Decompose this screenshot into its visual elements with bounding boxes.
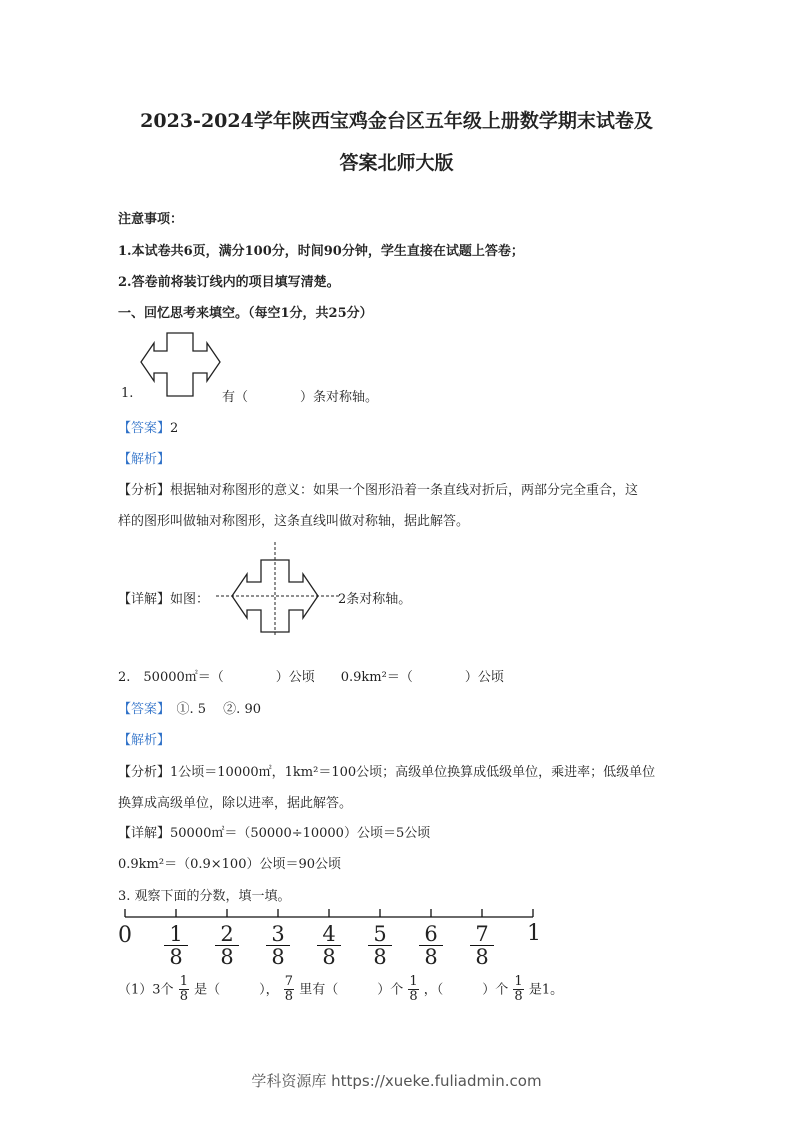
- q3-sub1-part-e: 是1。: [528, 982, 564, 998]
- q2-question-text: 2. 50000㎡＝（ ）公顷 0.9km²＝（ ）公顷: [118, 670, 504, 685]
- q3-sub1-part-d: ，（ ）个: [423, 982, 509, 998]
- notice-item-2: 2.答卷前将装订线内的项目填写清楚。: [118, 275, 340, 290]
- q1-analysis-tag: 【解析】: [118, 452, 171, 467]
- q3-sub1-part-c: 里有（ ）个: [299, 982, 404, 998]
- notice-item-1: 1.本试卷共6页，满分100分，时间90分钟，学生直接在试题上答卷；: [118, 244, 524, 259]
- number-line-fraction-label: $\frac{2}{8}$: [215, 923, 239, 968]
- q3-sub1-part-b: 是（ ），: [194, 982, 279, 998]
- number-line-fraction-label: $\frac{6}{8}$: [419, 923, 443, 968]
- number-line-fraction-label: $\frac{1}{8}$: [164, 923, 188, 968]
- fraction-1-8: $\frac{1}{8}$: [514, 974, 523, 1005]
- q3-number-line: [118, 905, 548, 975]
- fraction-1-8: $\frac{1}{8}$: [409, 974, 418, 1005]
- section-1-heading: 一、回忆思考来填空。（每空1分，共25分）: [118, 306, 373, 321]
- q2-analysis-line-1: 【分析】1公顷＝10000㎡，1km²＝100公顷；高级单位换算成低级单位，乘进率；低级单位: [118, 765, 656, 780]
- q2-answer: ①. 5 ②. 90: [163, 702, 261, 717]
- q2-detail-1: 【详解】50000㎡＝（50000÷10000）公顷＝5公顷: [118, 826, 431, 841]
- q1-question-text: 有（ ）条对称轴。: [222, 390, 379, 405]
- q1-symmetry-axes-figure: [214, 541, 344, 636]
- q3-sub1-part-a: （1）3个: [118, 982, 174, 998]
- number-line-fraction-label: $\frac{3}{8}$: [266, 923, 290, 968]
- number-line-label-start: 0: [118, 923, 132, 948]
- q1-answer-tag: 【答案】: [118, 421, 171, 436]
- q1-number: 1.: [121, 386, 134, 401]
- fraction-7-8: $\frac{7}{8}$: [284, 974, 294, 1005]
- footer-watermark: 学科资源库 https://xueke.fuliadmin.com: [251, 1072, 542, 1090]
- number-line-fraction-label: $\frac{5}{8}$: [368, 923, 392, 968]
- q3-question-text: 3. 观察下面的分数，填一填。: [118, 889, 291, 904]
- q3-sub-question-1: [118, 975, 563, 1005]
- q1-cross-arrow-figure: [140, 332, 222, 398]
- q1-detail-lead: 【详解】如图：: [118, 592, 210, 607]
- q2-answer-tag: 【答案】: [118, 702, 164, 717]
- q1-answer: 2: [170, 421, 179, 436]
- notice-heading: 注意事项：: [118, 212, 184, 227]
- fraction-1-8: $\frac{1}{8}$: [179, 974, 188, 1005]
- q2-analysis-tag: 【解析】: [118, 733, 171, 748]
- q1-detail-tail: 2条对称轴。: [338, 592, 412, 607]
- q2-detail-2: 0.9km²＝（0.9×100）公顷＝90公顷: [118, 857, 342, 872]
- number-line-label-end: 1: [527, 921, 541, 946]
- q2-analysis-line-2: 换算成高级单位，除以进率，据此解答。: [118, 796, 353, 811]
- q1-analysis-line-2: 样的图形叫做轴对称图形，这条直线叫做对称轴，据此解答。: [118, 514, 470, 529]
- doc-title-line-2: 答案北师大版: [339, 152, 454, 174]
- number-line-fraction-label: $\frac{7}{8}$: [470, 923, 494, 968]
- doc-title-line-1: 2023-2024学年陕西宝鸡金台区五年级上册数学期末试卷及: [140, 110, 653, 132]
- number-line-fraction-label: $\frac{4}{8}$: [317, 923, 341, 968]
- q1-analysis-line-1: 【分析】根据轴对称图形的意义：如果一个图形沿着一条直线对折后，两部分完全重合，这: [118, 483, 639, 498]
